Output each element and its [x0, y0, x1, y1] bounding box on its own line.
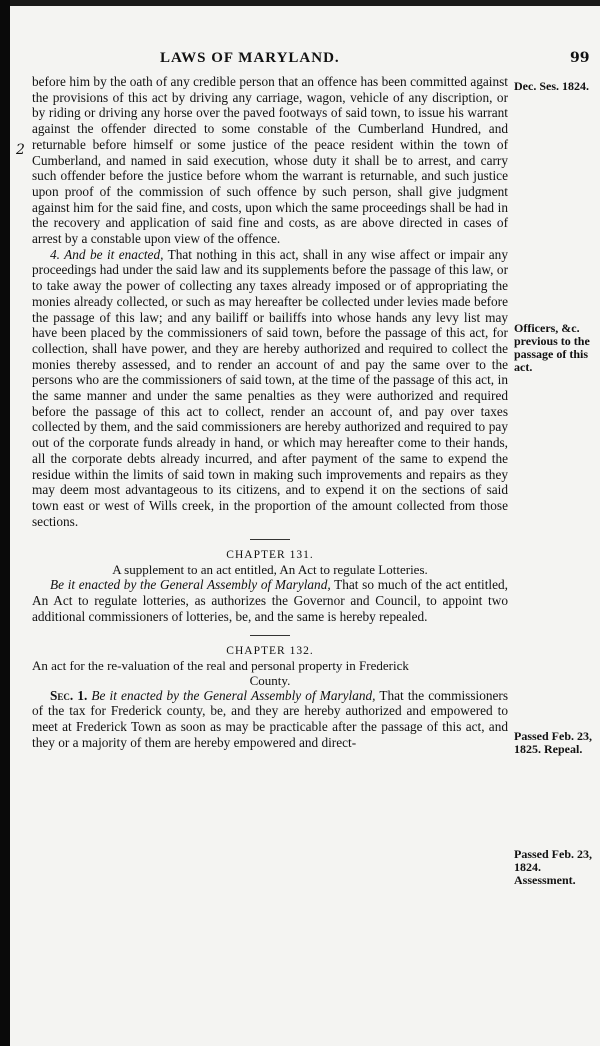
scan-border-left [0, 0, 10, 1046]
side-note-date: Dec. Ses. 1824. [514, 79, 589, 93]
chapter-131-text: That so much of the act entitled, An Act to regulate lotteries, as authorizes the Governor and Council, to appoint two additional commissioners of lotteries, be, and the same is hereby repealed. [32, 577, 508, 624]
scan-border-top [0, 0, 600, 6]
divider-rule-2 [250, 635, 290, 636]
page-number: 99 [570, 50, 590, 66]
chapter-132-body [32, 688, 508, 751]
chapter-131-lead: Be it enacted by the General Assembly of Maryland, [50, 577, 331, 593]
body-text [32, 74, 508, 750]
chapter-132-title: CHAPTER 132. [226, 644, 314, 657]
running-head: LAWS OF MARYLAND. [160, 50, 340, 66]
chapter-131-desc: A supplement to an act entitled, An Act to regulate Lotteries. [112, 562, 428, 578]
section-4-lead: 4. And be it enacted, [50, 246, 164, 262]
section-4-text: That nothing in this act, shall in any wise affect or impair any proceedings had under the said law and its supplements before the passage of this law, or to take away the power of collecting any taxes already imposed or of appropriating the monies already collected, or such as may hereafter be collected under levies made before the passage of this law; and any bailiff or bailiffs into whose hands any levy list may have been placed by the commissioners of said town, before the passage of this act, for collection, shall have power, and they are hereby authorized and required to collect the monies thereby assessed, and to render an account of and pay the same over to the persons who are the commissioners of said town, at the time of the passage of this act, in the same manner and under the same penalties as they were authorized and required before the passage of this act to collect, render an account of, and pay over taxes collected by them, and the said commissioners are hereby authorized and required to pay out of the corporate funds already in hand, or which may hereafter come to their hands, all the corporate debts already incurred, and after payment of the same to expend the residue within the limits of said town in making such improvements and repairs as they may deem most advantageous to its citizens, and to expend it on the sections of said town east or west of Wills creek, in the proportion of the amount collected from those sections. [32, 246, 508, 529]
chapter-132-lead: Be it enacted by the General Assembly of Maryland, [87, 687, 376, 703]
chapter-132-desc [32, 658, 508, 688]
page-header [0, 50, 600, 72]
chapter-132-text: That the commissioners of the tax for Frederick county, be, and they are hereby authorized and empowered to meet at Frederick Town as soon as may be practicable after the passage of this act, and they or a majority of them are hereby empowered and direct- [32, 687, 508, 750]
side-note-ch132: Passed Feb. 23, 1824. Assessment. [514, 847, 592, 887]
chapter-132-desc-text: An act for the re-valuation of the real and personal property in Frederick [32, 657, 409, 673]
margin-mark: 2 [16, 142, 25, 158]
paragraph-1: before him by the oath of any credible person that an offence has been committed against the provisions of this act by driving any carriage, wagon, vehicle of any discription, or by riding or driving any horse over the paved footways of said town, to issue his warrant against the offender directed to some constable of the Cumberland Hundred, and returnable before himself or some justice of the peace resident within the town of Cumberland, and named in said execution, whose duty it shall be to arrest, and carry such offender before the justice before whom the warrant is returnable, and such justice upon proof of the commission of such offence by such person, shall give judgment against him for the said fine, and costs, upon which the same proceedings shall be had in the recovery and application of said fine and costs, as are above directed in cases of arrest by a constable upon view of the offence. [32, 74, 508, 247]
side-note-ch131: Passed Feb. 23, 1825. Repeal. [514, 729, 592, 756]
divider-rule [250, 539, 290, 540]
chapter-132-county: County. [249, 672, 291, 688]
paragraph-2 [32, 247, 508, 530]
side-note-officers: Officers, &c. previous to the passage of this act. [514, 321, 590, 374]
chapter-131-title: CHAPTER 131. [226, 549, 314, 562]
chapter-131-body [32, 577, 508, 624]
chapter-132-sec: Sec. 1. [50, 687, 88, 703]
